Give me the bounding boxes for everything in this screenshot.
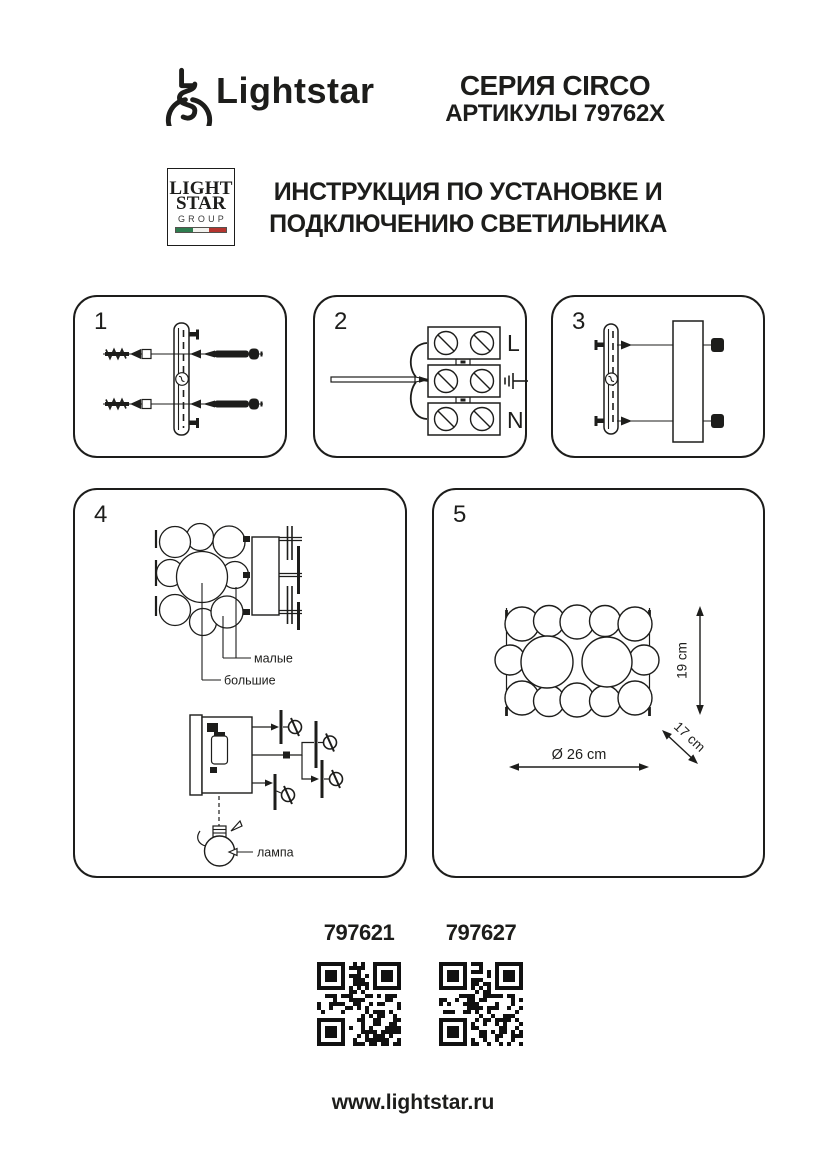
canopy-plate: [673, 321, 703, 442]
wing-nut-icon: [330, 770, 343, 788]
step4-number: 4: [94, 501, 108, 528]
terminal-label-neutral: N: [507, 407, 524, 433]
product-code: 797627: [445, 920, 517, 945]
wing-nut-icon: [289, 718, 302, 736]
step3-box: [551, 295, 765, 458]
website-url: www.lightstar.ru: [331, 1091, 495, 1114]
height-dimension-label: 19 cm: [674, 642, 690, 679]
qr-code: [437, 960, 525, 1048]
label-small-shades: малые: [254, 651, 293, 666]
step4-diagram-assembly: [75, 490, 409, 880]
step2-diagram-wiring: [315, 297, 529, 460]
brand-wordmark: Lightstar: [216, 70, 375, 111]
instruction-heading: [262, 176, 674, 240]
badge-word-group: GROUP: [177, 214, 227, 224]
product-item: [437, 920, 525, 1048]
lamp-bulb-icon: [198, 796, 242, 866]
fixture-front-view: [495, 605, 659, 717]
step1-box: [73, 295, 287, 458]
product-item: [315, 920, 403, 1048]
wing-nut-icon: [324, 734, 337, 752]
badge-word-light: LIGHT: [169, 178, 233, 199]
qr-code: [315, 960, 403, 1048]
step1-diagram-wall-anchors: [75, 297, 289, 460]
italian-flag-stripe-icon: [175, 227, 227, 233]
cap-nut-top: [711, 338, 724, 352]
step2-number: 2: [334, 308, 348, 335]
product-code: 797621: [323, 920, 395, 945]
step5-number: 5: [453, 501, 467, 528]
mounting-bracket: [174, 323, 199, 435]
series-title: СЕРИЯ CIRCO: [459, 70, 651, 101]
height-dimension-arrow: [696, 606, 704, 715]
width-dimension-arrow: [509, 763, 649, 771]
step3-number: 3: [572, 308, 586, 335]
wing-nut-icon: [282, 786, 295, 804]
width-dimension-label: Ø 26 cm: [551, 747, 607, 763]
mounting-bracket: [595, 324, 619, 434]
articles-title: АРТИКУЛЫ 79762X: [445, 99, 665, 127]
label-big-shades: большие: [224, 673, 276, 688]
earth-ground-icon: [505, 373, 528, 389]
fixture-frame-assembly: [190, 710, 343, 810]
power-cable: [331, 343, 429, 419]
step4-box: [73, 488, 407, 878]
terminal-block: [428, 327, 500, 435]
series-title-block: [430, 71, 680, 126]
lightstar-bulb-logo-icon: [163, 56, 215, 126]
label-lamp: лампа: [257, 845, 294, 860]
wall-frame-side-view: [243, 526, 302, 630]
terminal-label-live: L: [507, 330, 520, 356]
step2-box: [313, 295, 527, 458]
step5-box: [432, 488, 765, 878]
lightstar-group-badge: [167, 168, 235, 246]
step1-number: 1: [94, 308, 108, 335]
step5-diagram-dimensions: [434, 490, 767, 880]
instruction-heading-line1: ИНСТРУКЦИЯ ПО УСТАНОВКЕ И: [273, 178, 663, 206]
depth-dimension-label: 17 cm: [671, 718, 709, 755]
step3-diagram-canopy-mount: [553, 297, 767, 460]
cap-nut-bottom: [711, 414, 724, 428]
instruction-heading-line2: ПОДКЛЮЧЕНИЮ СВЕТИЛЬНИКА: [269, 210, 667, 238]
badge-word-star: STAR: [175, 193, 227, 214]
